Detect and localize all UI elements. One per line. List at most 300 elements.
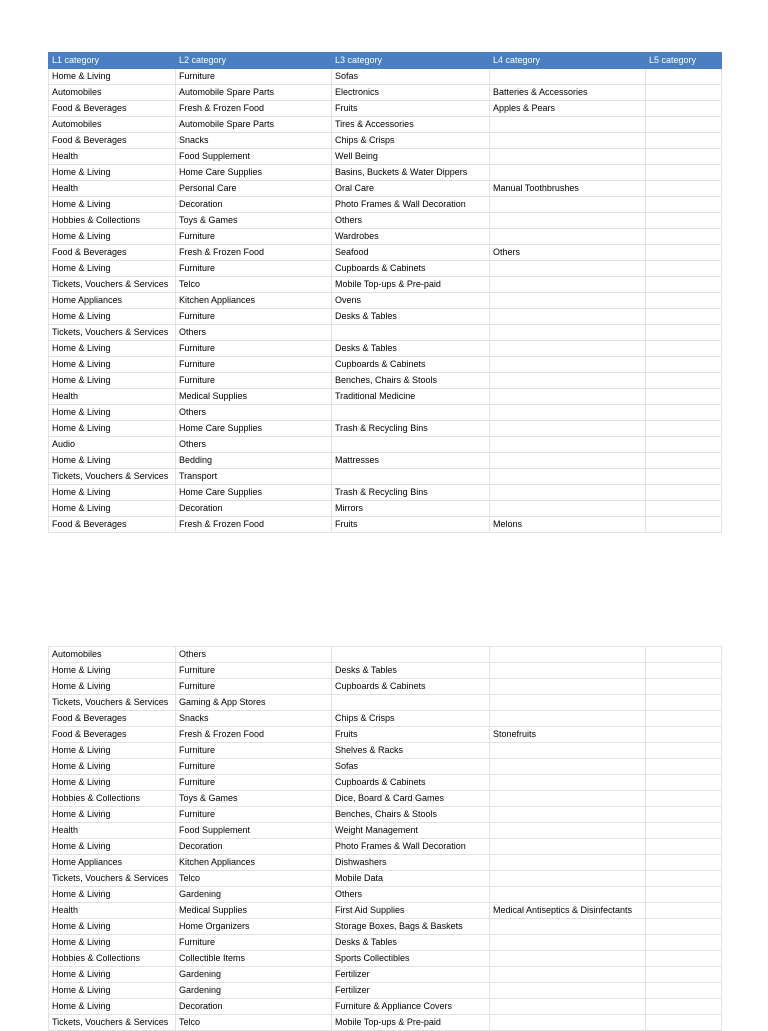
l3-cell: Mirrors	[332, 501, 490, 517]
l5-cell	[646, 903, 722, 919]
l2-cell: Fresh & Frozen Food	[176, 517, 332, 533]
l3-cell: Mattresses	[332, 453, 490, 469]
l4-cell	[490, 133, 646, 149]
l4-cell	[490, 405, 646, 421]
table-row	[49, 919, 722, 935]
l3-cell: Others	[332, 213, 490, 229]
l4-cell	[490, 871, 646, 887]
table-row	[49, 373, 722, 389]
l4-cell	[490, 855, 646, 871]
l3-cell: Fruits	[332, 101, 490, 117]
header-l2: L2 category	[176, 53, 332, 69]
l3-cell: Others	[332, 887, 490, 903]
l3-cell: Weight Management	[332, 823, 490, 839]
l5-cell	[646, 389, 722, 405]
l2-cell: Collectible Items	[176, 951, 332, 967]
l5-cell	[646, 823, 722, 839]
l2-cell: Snacks	[176, 133, 332, 149]
l1-cell: Health	[49, 149, 176, 165]
l3-cell	[332, 469, 490, 485]
l1-cell: Home & Living	[49, 341, 176, 357]
table-row	[49, 181, 722, 197]
l1-cell: Home & Living	[49, 261, 176, 277]
l1-cell: Health	[49, 389, 176, 405]
l1-cell: Home & Living	[49, 759, 176, 775]
l5-cell	[646, 727, 722, 743]
l2-cell: Furniture	[176, 261, 332, 277]
l5-cell	[646, 181, 722, 197]
table-row	[49, 951, 722, 967]
l3-cell: Seafood	[332, 245, 490, 261]
table-row	[49, 293, 722, 309]
l5-cell	[646, 149, 722, 165]
table-row	[49, 983, 722, 999]
l5-cell	[646, 309, 722, 325]
l5-cell	[646, 277, 722, 293]
l3-cell: Fruits	[332, 517, 490, 533]
l4-cell	[490, 501, 646, 517]
l2-cell: Furniture	[176, 807, 332, 823]
table-row	[49, 967, 722, 983]
table-row	[49, 791, 722, 807]
l2-cell: Home Care Supplies	[176, 165, 332, 181]
l1-cell: Hobbies & Collections	[49, 951, 176, 967]
l3-cell: Mobile Top-ups & Pre-paid	[332, 277, 490, 293]
l1-cell: Food & Beverages	[49, 133, 176, 149]
l2-cell: Others	[176, 405, 332, 421]
l5-cell	[646, 197, 722, 213]
l1-cell: Home & Living	[49, 807, 176, 823]
l1-cell: Food & Beverages	[49, 711, 176, 727]
l2-cell: Telco	[176, 277, 332, 293]
l4-cell	[490, 647, 646, 663]
l1-cell: Home & Living	[49, 197, 176, 213]
l4-cell	[490, 485, 646, 501]
table-row	[49, 245, 722, 261]
l2-cell: Gardening	[176, 967, 332, 983]
l3-cell: Benches, Chairs & Stools	[332, 373, 490, 389]
table-row	[49, 117, 722, 133]
l1-cell: Home & Living	[49, 967, 176, 983]
l2-cell: Home Care Supplies	[176, 485, 332, 501]
l3-cell: Cupboards & Cabinets	[332, 357, 490, 373]
l2-cell: Gaming & App Stores	[176, 695, 332, 711]
table-row	[49, 743, 722, 759]
l5-cell	[646, 341, 722, 357]
l3-cell: Dishwashers	[332, 855, 490, 871]
l3-cell: Sports Collectibles	[332, 951, 490, 967]
l1-cell: Home & Living	[49, 309, 176, 325]
l1-cell: Home & Living	[49, 501, 176, 517]
l4-cell	[490, 1015, 646, 1031]
l3-cell: Desks & Tables	[332, 663, 490, 679]
l3-cell	[332, 647, 490, 663]
category-table-2	[48, 646, 722, 1031]
l4-cell	[490, 293, 646, 309]
l3-cell: Electronics	[332, 85, 490, 101]
l4-cell: Medical Antiseptics & Disinfectants	[490, 903, 646, 919]
l3-cell: Sofas	[332, 759, 490, 775]
table-row	[49, 149, 722, 165]
l5-cell	[646, 325, 722, 341]
l5-cell	[646, 437, 722, 453]
l5-cell	[646, 117, 722, 133]
l5-cell	[646, 485, 722, 501]
l5-cell	[646, 663, 722, 679]
table-row	[49, 887, 722, 903]
table-2-body	[49, 647, 722, 1031]
l3-cell: Photo Frames & Wall Decoration	[332, 839, 490, 855]
l2-cell: Food Supplement	[176, 149, 332, 165]
l4-cell	[490, 759, 646, 775]
l4-cell	[490, 261, 646, 277]
l2-cell: Furniture	[176, 309, 332, 325]
l3-cell: Fertilizer	[332, 967, 490, 983]
l3-cell: Storage Boxes, Bags & Baskets	[332, 919, 490, 935]
table-row	[49, 165, 722, 181]
l1-cell: Home & Living	[49, 357, 176, 373]
l1-cell: Hobbies & Collections	[49, 791, 176, 807]
l5-cell	[646, 807, 722, 823]
l1-cell: Home & Living	[49, 887, 176, 903]
table-row	[49, 453, 722, 469]
l4-cell	[490, 277, 646, 293]
table-row	[49, 405, 722, 421]
l5-cell	[646, 261, 722, 277]
l5-cell	[646, 85, 722, 101]
header-l4: L4 category	[490, 53, 646, 69]
l5-cell	[646, 133, 722, 149]
table-row	[49, 437, 722, 453]
l3-cell: Ovens	[332, 293, 490, 309]
l5-cell	[646, 69, 722, 85]
l2-cell: Decoration	[176, 197, 332, 213]
l3-cell	[332, 325, 490, 341]
table-row	[49, 229, 722, 245]
l2-cell: Transport	[176, 469, 332, 485]
l3-cell: Sofas	[332, 69, 490, 85]
l5-cell	[646, 165, 722, 181]
l2-cell: Decoration	[176, 999, 332, 1015]
l5-cell	[646, 791, 722, 807]
l4-cell: Stonefruits	[490, 727, 646, 743]
l1-cell: Home & Living	[49, 999, 176, 1015]
l1-cell: Home & Living	[49, 373, 176, 389]
table-row	[49, 101, 722, 117]
l1-cell: Home & Living	[49, 421, 176, 437]
l3-cell	[332, 437, 490, 453]
l2-cell: Furniture	[176, 935, 332, 951]
l1-cell: Home & Living	[49, 485, 176, 501]
l4-cell	[490, 453, 646, 469]
l2-cell: Fresh & Frozen Food	[176, 245, 332, 261]
l3-cell: Mobile Top-ups & Pre-paid	[332, 1015, 490, 1031]
l4-cell	[490, 165, 646, 181]
table-row	[49, 871, 722, 887]
table-row	[49, 823, 722, 839]
l5-cell	[646, 839, 722, 855]
table-row	[49, 999, 722, 1015]
l2-cell: Fresh & Frozen Food	[176, 101, 332, 117]
l4-cell	[490, 69, 646, 85]
l3-cell: First Aid Supplies	[332, 903, 490, 919]
l4-cell	[490, 695, 646, 711]
l2-cell: Automobile Spare Parts	[176, 117, 332, 133]
l4-cell	[490, 437, 646, 453]
l1-cell: Home Appliances	[49, 855, 176, 871]
l5-cell	[646, 245, 722, 261]
l4-cell	[490, 807, 646, 823]
l1-cell: Tickets, Vouchers & Services	[49, 325, 176, 341]
l3-cell: Wardrobes	[332, 229, 490, 245]
l3-cell: Chips & Crisps	[332, 711, 490, 727]
l5-cell	[646, 999, 722, 1015]
l2-cell: Kitchen Appliances	[176, 855, 332, 871]
l5-cell	[646, 453, 722, 469]
table-row	[49, 133, 722, 149]
l3-cell: Benches, Chairs & Stools	[332, 807, 490, 823]
l3-cell: Dice, Board & Card Games	[332, 791, 490, 807]
l3-cell: Basins, Buckets & Water Dippers	[332, 165, 490, 181]
l2-cell: Food Supplement	[176, 823, 332, 839]
l4-cell	[490, 357, 646, 373]
l4-cell: Melons	[490, 517, 646, 533]
l4-cell: Batteries & Accessories	[490, 85, 646, 101]
table-row	[49, 261, 722, 277]
l5-cell	[646, 759, 722, 775]
header-l3: L3 category	[332, 53, 490, 69]
l2-cell: Toys & Games	[176, 791, 332, 807]
l4-cell	[490, 469, 646, 485]
l1-cell: Home & Living	[49, 743, 176, 759]
l1-cell: Home & Living	[49, 405, 176, 421]
l3-cell: Desks & Tables	[332, 935, 490, 951]
l2-cell: Furniture	[176, 341, 332, 357]
l4-cell	[490, 341, 646, 357]
l1-cell: Health	[49, 903, 176, 919]
l4-cell	[490, 823, 646, 839]
l3-cell: Fertilizer	[332, 983, 490, 999]
l2-cell: Gardening	[176, 983, 332, 999]
header-l5: L5 category	[646, 53, 722, 69]
table-1-body	[49, 69, 722, 533]
l4-cell	[490, 229, 646, 245]
l2-cell: Others	[176, 325, 332, 341]
l3-cell: Traditional Medicine	[332, 389, 490, 405]
table-row	[49, 421, 722, 437]
l2-cell: Gardening	[176, 887, 332, 903]
l4-cell	[490, 775, 646, 791]
table-row	[49, 357, 722, 373]
l2-cell: Others	[176, 437, 332, 453]
l2-cell: Furniture	[176, 69, 332, 85]
l4-cell	[490, 421, 646, 437]
l2-cell: Medical Supplies	[176, 903, 332, 919]
l4-cell	[490, 373, 646, 389]
l5-cell	[646, 679, 722, 695]
table-row	[49, 695, 722, 711]
l3-cell: Desks & Tables	[332, 309, 490, 325]
l5-cell	[646, 711, 722, 727]
l5-cell	[646, 373, 722, 389]
l5-cell	[646, 469, 722, 485]
l2-cell: Fresh & Frozen Food	[176, 727, 332, 743]
l4-cell	[490, 309, 646, 325]
l2-cell: Home Care Supplies	[176, 421, 332, 437]
l2-cell: Decoration	[176, 839, 332, 855]
l1-cell: Tickets, Vouchers & Services	[49, 277, 176, 293]
table-row	[49, 775, 722, 791]
table-row	[49, 727, 722, 743]
l4-cell	[490, 149, 646, 165]
l4-cell	[490, 663, 646, 679]
l1-cell: Home & Living	[49, 69, 176, 85]
header-l1: L1 category	[49, 53, 176, 69]
l1-cell: Audio	[49, 437, 176, 453]
l4-cell	[490, 983, 646, 999]
l1-cell: Tickets, Vouchers & Services	[49, 871, 176, 887]
l2-cell: Furniture	[176, 759, 332, 775]
l2-cell: Telco	[176, 871, 332, 887]
l2-cell: Furniture	[176, 663, 332, 679]
l5-cell	[646, 357, 722, 373]
l2-cell: Furniture	[176, 229, 332, 245]
l2-cell: Furniture	[176, 743, 332, 759]
table-row	[49, 213, 722, 229]
l4-cell	[490, 197, 646, 213]
l4-cell	[490, 743, 646, 759]
table-row	[49, 277, 722, 293]
l5-cell	[646, 935, 722, 951]
l4-cell	[490, 951, 646, 967]
l4-cell	[490, 389, 646, 405]
l2-cell: Toys & Games	[176, 213, 332, 229]
l3-cell	[332, 695, 490, 711]
table-row	[49, 389, 722, 405]
l1-cell: Home & Living	[49, 679, 176, 695]
l2-cell: Furniture	[176, 357, 332, 373]
l1-cell: Home & Living	[49, 775, 176, 791]
l4-cell: Apples & Pears	[490, 101, 646, 117]
l2-cell: Kitchen Appliances	[176, 293, 332, 309]
l5-cell	[646, 887, 722, 903]
l2-cell: Others	[176, 647, 332, 663]
l1-cell: Automobiles	[49, 647, 176, 663]
l3-cell: Cupboards & Cabinets	[332, 775, 490, 791]
table-row	[49, 325, 722, 341]
header-row	[49, 53, 722, 69]
l1-cell: Tickets, Vouchers & Services	[49, 695, 176, 711]
l1-cell: Health	[49, 181, 176, 197]
l2-cell: Automobile Spare Parts	[176, 85, 332, 101]
l5-cell	[646, 855, 722, 871]
l1-cell: Home & Living	[49, 453, 176, 469]
table-row	[49, 341, 722, 357]
table-row	[49, 197, 722, 213]
table-row	[49, 309, 722, 325]
table-row	[49, 855, 722, 871]
l4-cell	[490, 791, 646, 807]
l3-cell: Shelves & Racks	[332, 743, 490, 759]
l5-cell	[646, 951, 722, 967]
l5-cell	[646, 919, 722, 935]
l4-cell: Manual Toothbrushes	[490, 181, 646, 197]
l5-cell	[646, 967, 722, 983]
table-row	[49, 647, 722, 663]
l1-cell: Food & Beverages	[49, 245, 176, 261]
l2-cell: Furniture	[176, 373, 332, 389]
l5-cell	[646, 421, 722, 437]
l5-cell	[646, 213, 722, 229]
l4-cell	[490, 711, 646, 727]
table-row	[49, 501, 722, 517]
l3-cell: Tires & Accessories	[332, 117, 490, 133]
table-row	[49, 485, 722, 501]
table-row	[49, 807, 722, 823]
table-row	[49, 935, 722, 951]
table-row	[49, 663, 722, 679]
l5-cell	[646, 405, 722, 421]
table-row	[49, 85, 722, 101]
table-row	[49, 469, 722, 485]
l3-cell: Oral Care	[332, 181, 490, 197]
l2-cell: Telco	[176, 1015, 332, 1031]
l5-cell	[646, 501, 722, 517]
l4-cell	[490, 839, 646, 855]
l1-cell: Food & Beverages	[49, 101, 176, 117]
l4-cell	[490, 999, 646, 1015]
l5-cell	[646, 101, 722, 117]
l4-cell	[490, 213, 646, 229]
l3-cell: Trash & Recycling Bins	[332, 485, 490, 501]
l5-cell	[646, 695, 722, 711]
table-row	[49, 839, 722, 855]
l2-cell: Furniture	[176, 679, 332, 695]
l1-cell: Automobiles	[49, 117, 176, 133]
l5-cell	[646, 517, 722, 533]
table-row	[49, 679, 722, 695]
l2-cell: Home Organizers	[176, 919, 332, 935]
l5-cell	[646, 775, 722, 791]
l1-cell: Home & Living	[49, 935, 176, 951]
l3-cell: Photo Frames & Wall Decoration	[332, 197, 490, 213]
l3-cell: Trash & Recycling Bins	[332, 421, 490, 437]
l3-cell: Fruits	[332, 727, 490, 743]
l1-cell: Tickets, Vouchers & Services	[49, 1015, 176, 1031]
l3-cell: Furniture & Appliance Covers	[332, 999, 490, 1015]
l1-cell: Home & Living	[49, 663, 176, 679]
table-row	[49, 69, 722, 85]
l1-cell: Food & Beverages	[49, 517, 176, 533]
l1-cell: Home & Living	[49, 983, 176, 999]
l5-cell	[646, 293, 722, 309]
l5-cell	[646, 743, 722, 759]
l1-cell: Automobiles	[49, 85, 176, 101]
l1-cell: Food & Beverages	[49, 727, 176, 743]
l5-cell	[646, 983, 722, 999]
l1-cell: Home & Living	[49, 165, 176, 181]
l4-cell	[490, 935, 646, 951]
l1-cell: Home Appliances	[49, 293, 176, 309]
l4-cell	[490, 325, 646, 341]
l4-cell	[490, 919, 646, 935]
table-row	[49, 711, 722, 727]
l2-cell: Snacks	[176, 711, 332, 727]
l1-cell: Hobbies & Collections	[49, 213, 176, 229]
l2-cell: Bedding	[176, 453, 332, 469]
l3-cell: Well Being	[332, 149, 490, 165]
l1-cell: Home & Living	[49, 839, 176, 855]
